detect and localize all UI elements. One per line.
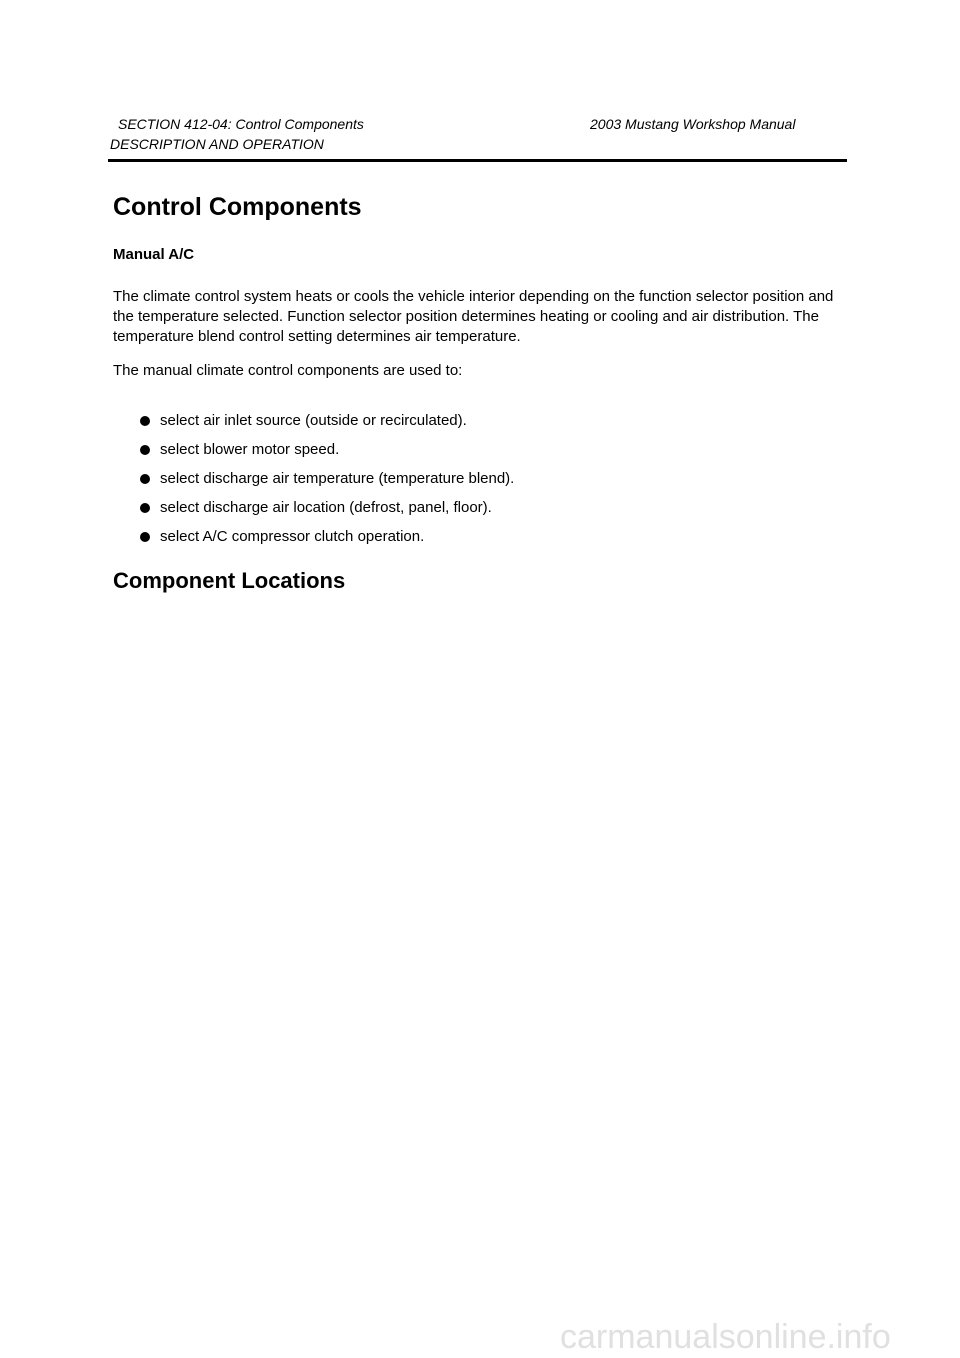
bullet-icon bbox=[140, 532, 150, 542]
intro-paragraph: The climate control system heats or cools the vehicle interior depending on the function selector position and the temperature selected. Function selector position determines heating or cooling and air distribution. The temperature blend control setting determines air temperature. bbox=[113, 288, 834, 345]
list-item-text: select discharge air temperature (temperature blend). bbox=[160, 470, 515, 487]
list-item-text: select A/C compressor clutch operation. bbox=[160, 528, 425, 545]
list-item-text: select blower motor speed. bbox=[160, 441, 340, 458]
section-heading-component-locations: Component Locations bbox=[113, 568, 346, 593]
subheading-manual-ac: Manual A/C bbox=[113, 246, 195, 263]
bullet-icon bbox=[140, 416, 150, 426]
header-manual-title: 2003 Mustang Workshop Manual bbox=[590, 116, 796, 132]
list-item-text: select discharge air location (defrost, panel, floor). bbox=[160, 499, 492, 516]
list-item bbox=[138, 410, 514, 439]
list-item bbox=[138, 468, 514, 497]
usage-intro: The manual climate control components are used to: bbox=[113, 362, 463, 379]
bullet-icon bbox=[140, 445, 150, 455]
bullet-icon bbox=[140, 503, 150, 513]
page-title: Control Components bbox=[113, 193, 362, 221]
header-section-title: SECTION 412-04: Control Components bbox=[118, 116, 364, 132]
header-divider bbox=[108, 159, 847, 162]
list-item bbox=[138, 526, 514, 555]
bullet-icon bbox=[140, 474, 150, 484]
watermark: carmanualsonline.info bbox=[560, 1318, 891, 1356]
list-item bbox=[138, 497, 514, 526]
list-item bbox=[138, 439, 514, 468]
bullet-list bbox=[138, 410, 514, 555]
header-subsection: DESCRIPTION AND OPERATION bbox=[110, 136, 324, 152]
list-item-text: select air inlet source (outside or recirculated). bbox=[160, 412, 467, 429]
